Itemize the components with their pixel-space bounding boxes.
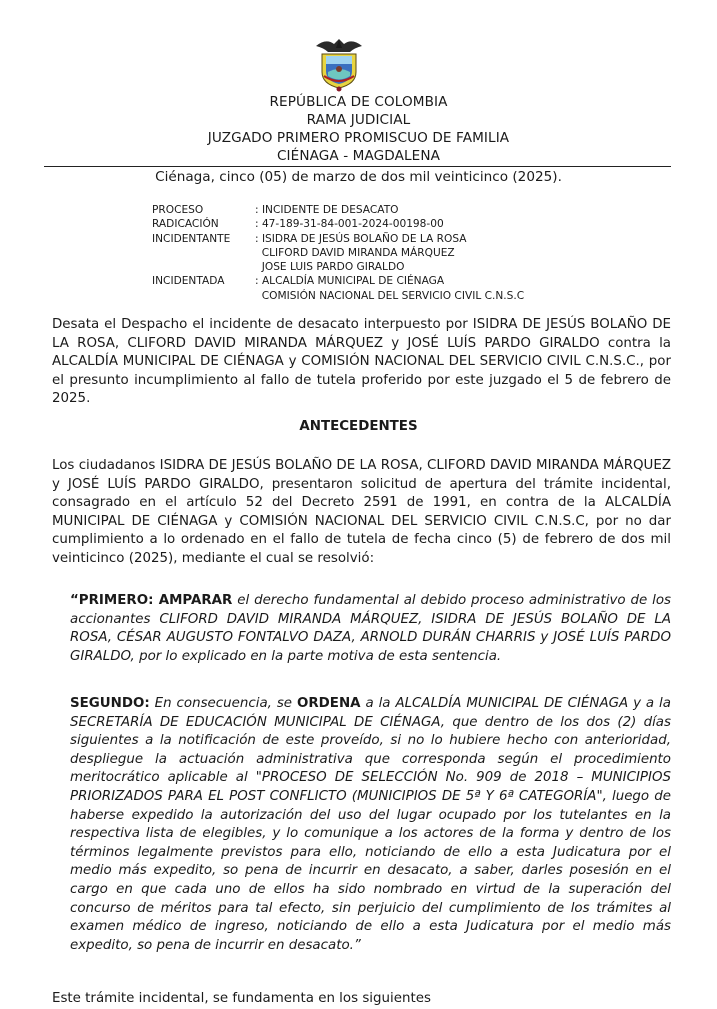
case-info-row-incidentante: INCIDENTANTE : ISIDRA DE JESÚS BOLAÑO DE LA ROSA: [152, 232, 467, 245]
case-info-row-incidentante-2: CLIFORD DAVID MIRANDA MÁRQUEZ: [261, 246, 455, 259]
quote-segundo: SEGUNDO: En consecuencia, se ORDENA a la ALCALDÍA MUNICIPAL DE CIÉNAGA y a la SECRETARÍA DE EDUCACIÓN MUNICIPAL DE CIÉNAGA, que dentro de los dos (2) días siguientes a la notificación de este proveído, si no lo hubiere hecho con anterioridad, despliegue la actuación administrativa que corresponda según el procedimiento meritocrático aplicable al "PROCESO DE SELECCIÓN No. 909 de 2018 – MUNICIPIOS PRIORIZADOS PARA EL POST CONFLICTO (MUNICIPIOS DE 5ª Y 6ª CATEGORÍA", luego de haberse expedido la autorización del uso del lugar ocupado por los tutelantes en la respectiva lista de elegibles, y lo comunique a los actores de la forma y dentro de los términos legalmente previstos para ello, noticiando de ello a esta Judicatura por el medio más expedito, so pena de incurrir en desacato, a saber, darles posesión en el cargo en que cada uno de ellos ha sido nombrado en virtud de la superación del concurso de méritos para tal efecto, sin perjuicio del cumplimiento de los trámites al examen médico de ingreso, noticiando de ello a esta Judicatura por el medio más expedito, so pena de incurrir en desacato.”: [70, 696, 671, 953]
header-branch: RAMA JUDICIAL: [306, 112, 411, 128]
case-info-row-radicacion: RADICACIÓN : 47-189-31-84-001-2024-00198-00: [152, 218, 444, 231]
case-info-row-proceso: PROCESO : INCIDENTE DE DESACATO: [152, 204, 399, 216]
header-country: REPÚBLICA DE COLOMBIA: [269, 94, 448, 110]
case-info-row-incidentada-2: COMISIÓN NACIONAL DEL SERVICIO CIVIL C.N.S.C: [261, 289, 525, 302]
colombia-coat-of-arms-icon: [312, 36, 366, 92]
header-divider: [44, 166, 671, 167]
primero-label: “PRIMERO: AMPARAR: [70, 593, 233, 608]
segundo-label: SEGUNDO:: [70, 696, 150, 711]
case-info-row-incidentada: INCIDENTADA : ALCALDÍA MUNICIPAL DE CIÉNAGA: [152, 275, 445, 288]
segundo-text: a la ALCALDÍA MUNICIPAL DE CIÉNAGA y a la SECRETARÍA DE EDUCACIÓN MUNICIPAL DE CIÉNAGA, que dentro de los dos (2) días siguientes a la notificación de este proveído, si no lo hubiere hecho con anterioridad, despliegue la actuación administrativa que corresponda según el procedimiento meritocrático aplicable al "PROCESO DE SELECCIÓN No. 909 de 2018 – MUNICIPIOS PRIORIZADOS PARA EL POST CONFLICTO (MUNICIPIOS DE 5ª Y 6ª CATEGORÍA", luego de haberse expedido la autorización del uso del lugar ocupado por los tutelantes en la respectiva lista de elegibles, y lo comunique a los actores de la forma y dentro de los términos legalmente previstos para ello, noticiando de ello a esta Judicatura por el medio más expedito, so pena de incurrir en desacato, a saber, darles posesión en el cargo en que cada uno de ellos ha sido nombrado en virtud de la superación del concurso de méritos para tal efecto, sin perjuicio del cumplimiento de los trámites al examen médico de ingreso, noticiando de ello a esta Judicatura por el medio más expedito, so pena de incurrir en desacato.”: [70, 696, 671, 953]
intro-paragraph: Desata el Despacho el incidente de desacato interpuesto por ISIDRA DE JESÚS BOLAÑO DE LA ROSA, CLIFORD DAVID MIRANDA MÁRQUEZ y JOSÉ LUÍS PARDO GIRALDO contra la ALCALDÍA MUNICIPAL DE CIÉNAGA y COMISIÓN NACIONAL DEL SERVICIO CIVIL C.N.S.C., por el presunto incumplimiento al fallo de tutela proferido por este juzgado el 5 de febrero de 2025.: [52, 317, 671, 407]
header-location: CIÉNAGA - MAGDALENA: [276, 148, 441, 164]
ordena-label: ORDENA: [296, 696, 361, 711]
antecedentes-paragraph: Los ciudadanos ISIDRA DE JESÚS BOLAÑO DE LA ROSA, CLIFORD DAVID MIRANDA MÁRQUEZ y JOSÉ LUÍS PARDO GIRALDO, presentaron solicitud de apertura del trámite incidental, consagrado en el artículo 52 del Decreto 2591 de 1991, en contra de la ALCALDÍA MUNICIPAL DE CIÉNAGA y COMISIÓN NACIONAL DEL SERVICIO CIVIL C.N.S.C, por no dar cumplimiento a lo ordenado en el fallo de tutela de fecha cinco (5) de febrero de dos mil veinticinco (2025), mediante el cual se resolvió:: [52, 458, 671, 566]
case-info-block: [152, 203, 524, 303]
quote-primero: [70, 592, 671, 666]
case-info-row-incidentante-3: JOSE LUIS PARDO GIRALDO: [261, 261, 405, 274]
header-court: JUZGADO PRIMERO PROMISCUO DE FAMILIA: [207, 130, 510, 146]
closing-fragment: Este trámite incidental, se fundamenta en los siguientes: [52, 991, 431, 1006]
document-date: Ciénaga, cinco (05) de marzo de dos mil veinticinco (2025).: [155, 169, 562, 185]
section-heading-antecedentes: ANTECEDENTES: [299, 419, 418, 434]
primero-text: el derecho fundamental al debido proceso administrativo de los accionantes CLIFORD DAVID MIRANDA MÁRQUEZ, ISIDRA DE JESÚS BOLAÑO DE LA ROSA, CÉSAR AUGUSTO FONTALVO DAZA, ARNOLD DURÁN CHARRIS y JOSÉ LUÍS PARDO GIRALDO, por lo explicado en la parte motiva de esta sentencia.: [70, 593, 671, 664]
